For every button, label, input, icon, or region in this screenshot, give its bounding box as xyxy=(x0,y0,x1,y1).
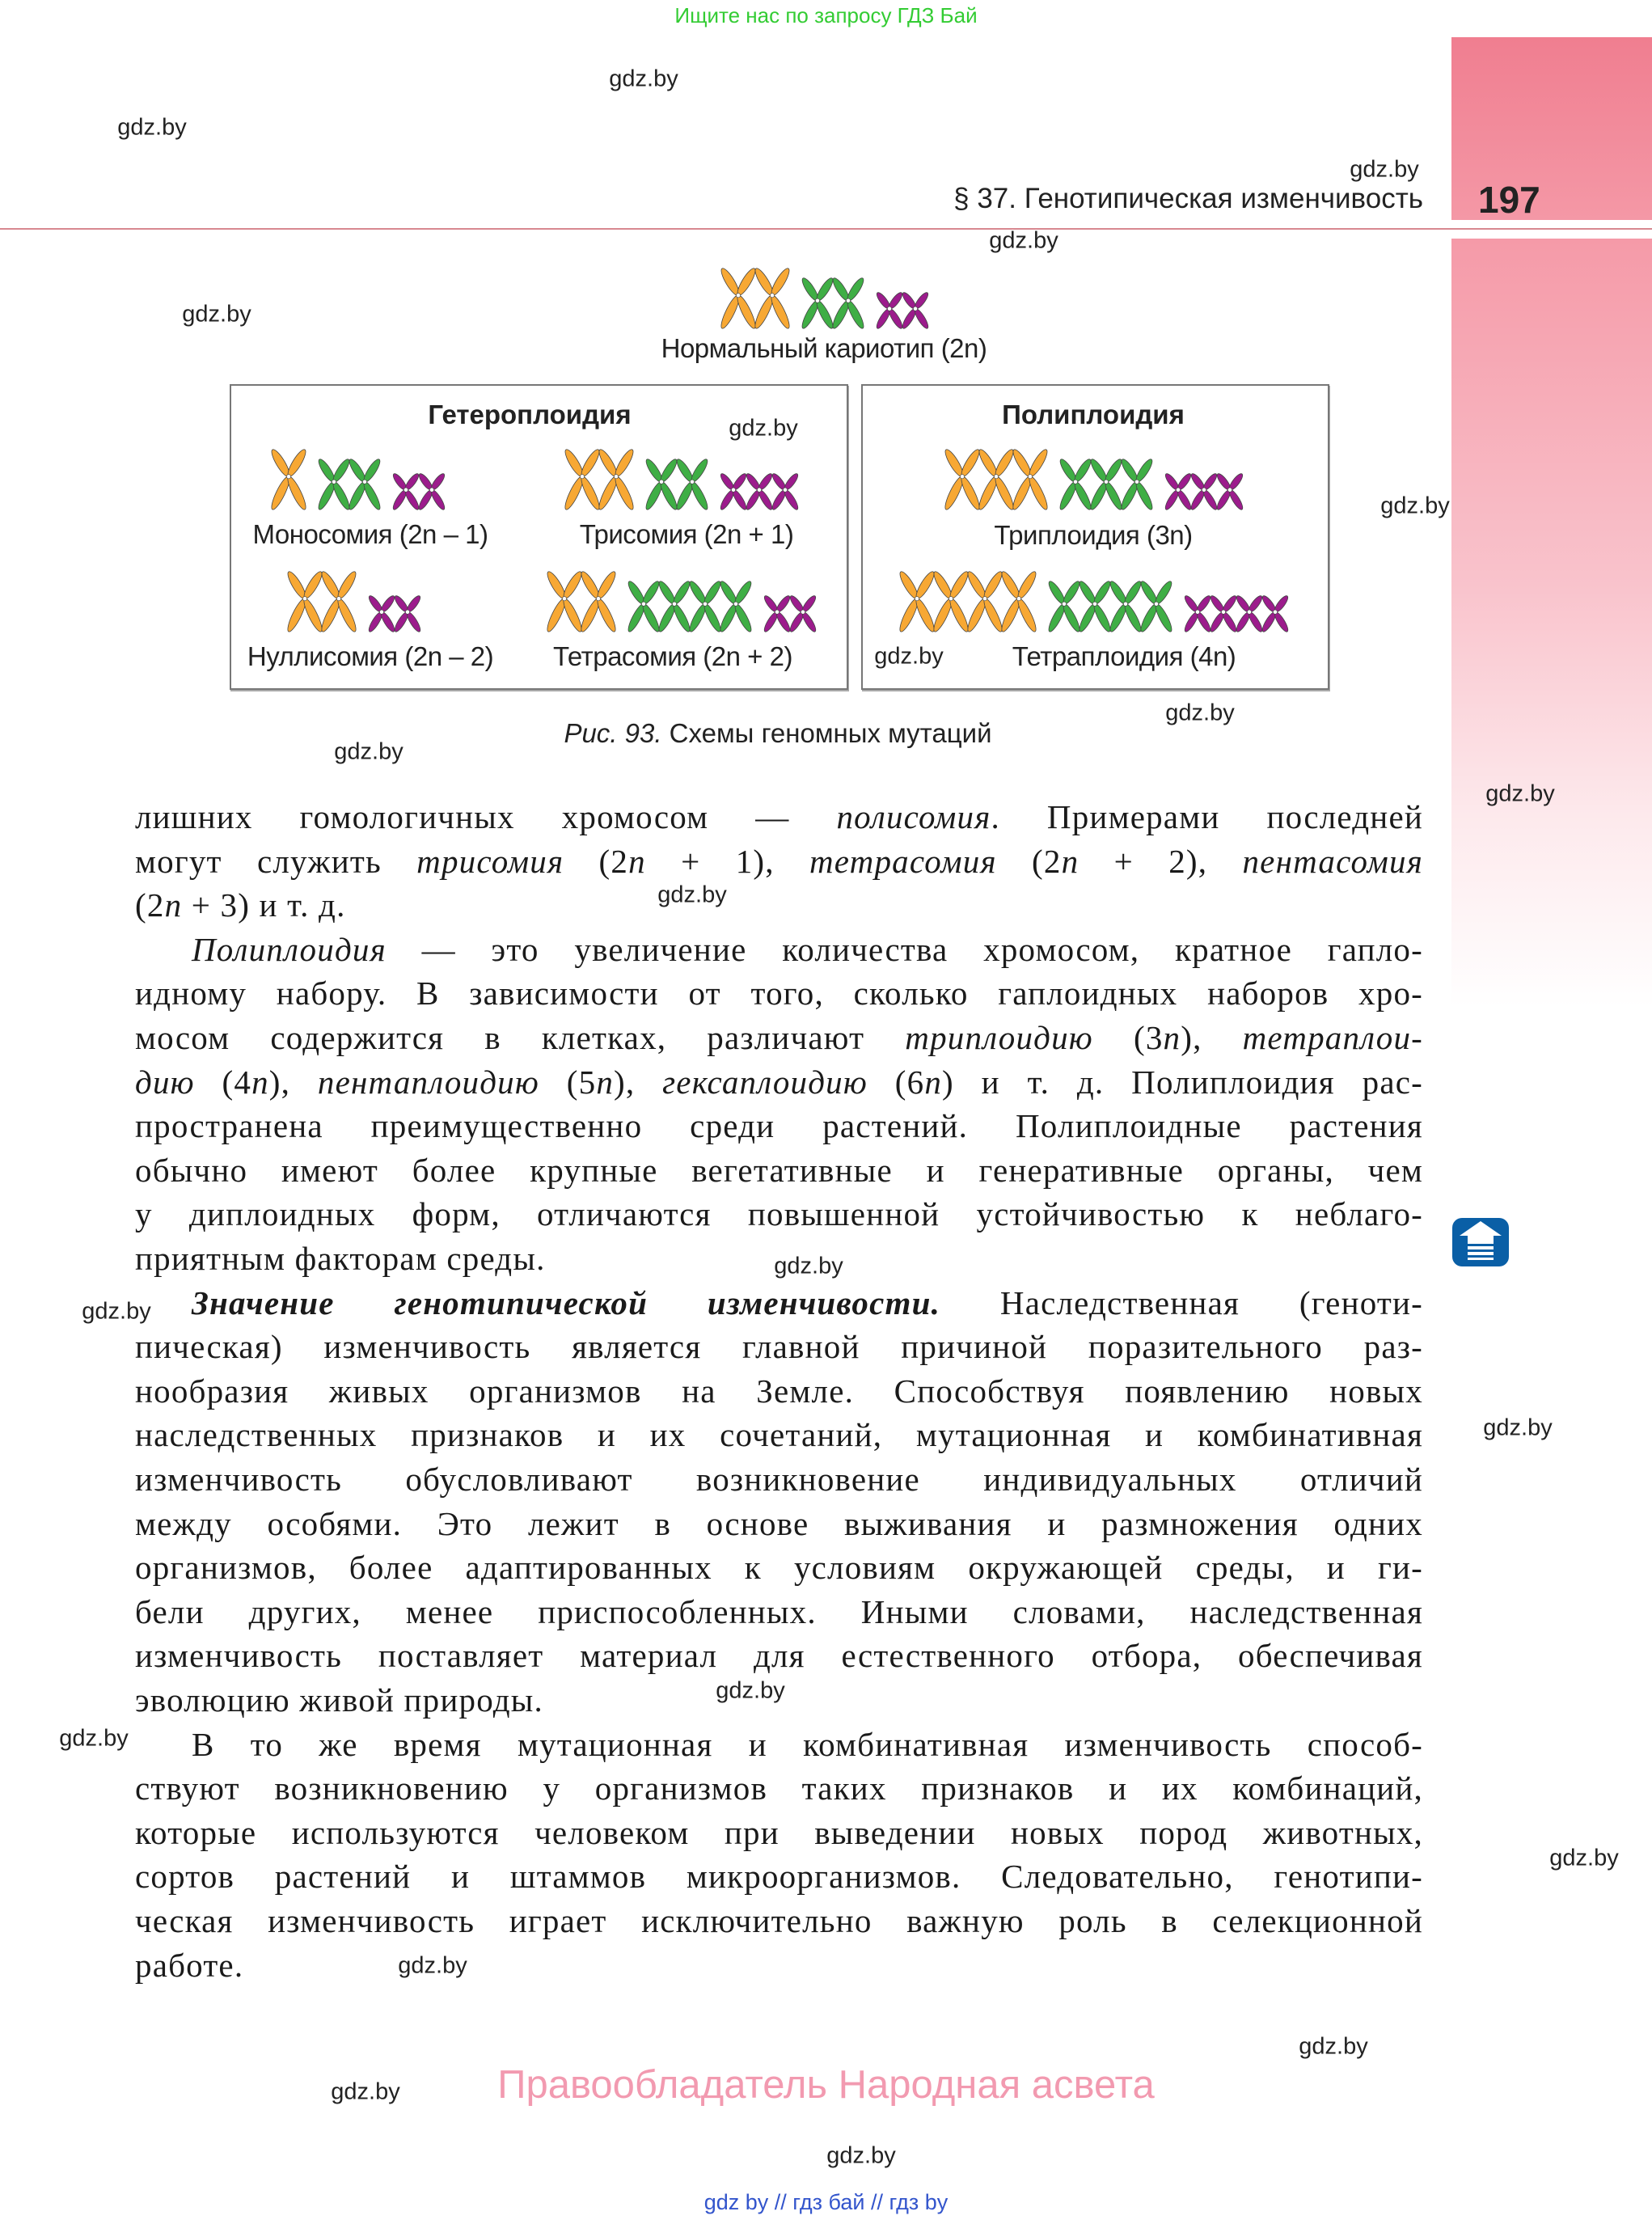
chromosome-purple xyxy=(1164,473,1192,510)
chromosome-group-orange xyxy=(899,571,1035,632)
text-line xyxy=(135,795,1423,839)
chromosome-group-green xyxy=(318,459,379,510)
chromosome-orange xyxy=(754,268,790,329)
chromosome-orange xyxy=(564,449,600,510)
text-line xyxy=(135,1766,1423,1811)
watermark: gdz.by xyxy=(1299,2033,1368,2060)
italic-term: гексаплоидию xyxy=(662,1063,868,1101)
text-span: работе. xyxy=(135,1946,244,1984)
chromosome-group-orange xyxy=(944,449,1046,510)
chromosome-group-purple xyxy=(763,595,815,632)
text-span: мосом содержится в клетках, различают xyxy=(135,1019,906,1056)
chromosome-orange xyxy=(978,449,1014,510)
watermark: gdz.by xyxy=(82,1298,151,1325)
italic-term: тетраплои- xyxy=(1242,1019,1424,1056)
text-span: (5 xyxy=(539,1063,597,1101)
chromosome-group-orange xyxy=(271,449,305,510)
chromosome-orange xyxy=(547,571,582,632)
text-line xyxy=(135,971,1423,1016)
italic-term: n xyxy=(596,1063,615,1101)
text-span: обычно имеют более крупные вегетативные и генеративные органы, чем xyxy=(135,1151,1423,1189)
text-line xyxy=(135,1899,1423,1943)
watermark: gdz.by xyxy=(1165,700,1235,726)
chromosome-group-green xyxy=(627,581,750,632)
text-line xyxy=(135,839,1423,884)
text-line xyxy=(135,883,1423,928)
page-number: 197 xyxy=(1478,179,1540,221)
triploidy-chromosomes xyxy=(938,449,1249,510)
text-line xyxy=(135,1590,1423,1634)
text-span: ), xyxy=(1181,1019,1243,1056)
watermark: gdz.by xyxy=(1485,780,1555,807)
text-line xyxy=(135,1369,1423,1414)
chromosome-green xyxy=(349,459,381,510)
text-line xyxy=(135,1723,1423,1767)
text-line xyxy=(135,1325,1423,1369)
text-span: организмов, более адаптированных к условиям окружающей среды, и ги- xyxy=(135,1549,1423,1587)
watermark: gdz.by xyxy=(334,738,403,765)
chromosome-group-purple xyxy=(1164,473,1242,510)
text-line xyxy=(135,1854,1423,1899)
section-title: § 37. Генотипическая изменчивость xyxy=(953,183,1423,214)
italic-term: пентаплоидию xyxy=(317,1063,539,1101)
watermark: gdz.by xyxy=(331,2078,400,2105)
chromosome-purple xyxy=(1216,473,1244,510)
figure-number: Рис. 93. xyxy=(564,718,662,748)
text-span: изменчивость поставляет материал для естественного отбора, обеспечивая xyxy=(135,1637,1423,1675)
chromosome-orange xyxy=(720,268,756,329)
text-line xyxy=(135,1413,1423,1457)
text-span: (6 xyxy=(867,1063,925,1101)
normal-karyotype-label: Нормальный кариотип (2n) xyxy=(661,333,987,363)
chromosome-orange xyxy=(598,449,634,510)
chromosome-purple xyxy=(1210,595,1237,632)
text-span: Наследственная (геноти- xyxy=(940,1283,1423,1321)
chromosome-orange xyxy=(1012,449,1048,510)
chromosome-green xyxy=(627,581,660,632)
text-line xyxy=(135,1678,1423,1723)
watermark: gdz.by xyxy=(182,301,251,328)
text-line xyxy=(135,1811,1423,1855)
top-note: Ищите нас по запросу ГДЗ Бай xyxy=(674,3,978,27)
tetraploidy-chromosomes xyxy=(893,571,1294,632)
chromosome-purple xyxy=(789,595,817,632)
text-span: лишних гомологичных хромосом — xyxy=(135,798,837,835)
up-arrow-icon[interactable] xyxy=(1451,1213,1510,1271)
chromosome-purple xyxy=(876,292,903,329)
watermark: gdz.by xyxy=(989,227,1058,254)
text-line xyxy=(135,1545,1423,1590)
chromosome-green xyxy=(1079,581,1111,632)
normal-karyotype-chromosomes xyxy=(714,268,934,329)
watermark: gdz.by xyxy=(117,114,187,141)
italic-term: триплоидию xyxy=(905,1019,1093,1056)
text-span: ствуют возникновению у организмов таких признаков и их комбинаций, xyxy=(135,1769,1423,1808)
italic-term: полисомия xyxy=(836,798,991,835)
polyploidy-title: Полиплоидия xyxy=(1002,400,1185,429)
text-line xyxy=(135,1192,1423,1237)
watermark: gdz.by xyxy=(729,415,798,442)
chromosome-orange xyxy=(933,571,969,632)
chromosome-green xyxy=(832,277,864,329)
text-span: идному набору. В зависимости от того, сколько гаплоидных наборов хро- xyxy=(135,975,1423,1013)
page-margin-gradient xyxy=(1451,239,1652,1007)
italic-term: n xyxy=(924,1063,943,1101)
chromosome-green xyxy=(1090,459,1122,510)
trisomy-label: Трисомия (2n + 1) xyxy=(579,519,794,549)
chromosome-green xyxy=(720,581,752,632)
text-line xyxy=(135,1104,1423,1148)
chromosome-green xyxy=(689,581,721,632)
chromosome-orange xyxy=(581,571,616,632)
watermark: gdz.by xyxy=(774,1253,843,1279)
text-span: . Примерами последней xyxy=(991,798,1423,835)
text-span: (2 xyxy=(135,886,165,924)
text-span: ), xyxy=(614,1063,663,1101)
text-span: ), xyxy=(268,1063,318,1101)
text-span: + 1), xyxy=(645,842,809,880)
watermark: gdz.by xyxy=(1549,1845,1619,1871)
watermark: gdz.by xyxy=(1483,1414,1553,1441)
chromosome-purple xyxy=(720,473,747,510)
chromosome-orange xyxy=(1001,571,1037,632)
italic-term: Полиплоидия xyxy=(192,930,387,968)
italic-term: n xyxy=(1163,1019,1181,1056)
chromosome-purple xyxy=(1190,473,1218,510)
text-line xyxy=(135,1237,1423,1281)
text-span: которые используются человеком при выведении новых пород животных, xyxy=(135,1813,1423,1851)
chromosome-green xyxy=(676,459,708,510)
chromosome-green xyxy=(801,277,834,329)
italic-term: n xyxy=(164,886,183,924)
watermark: gdz.by xyxy=(874,643,944,670)
text-span: у диплоидных форм, отличаются повышенной устойчивостью к неблаго- xyxy=(135,1195,1423,1233)
chromosome-purple xyxy=(392,473,420,510)
monosomy-chromosomes xyxy=(264,449,450,510)
text-span: бели других, менее приспособленных. Иными словами, наследственная xyxy=(135,1592,1423,1630)
chromosome-purple xyxy=(771,473,799,510)
header-divider xyxy=(0,228,1652,230)
text-span: между особями. Это лежит в основе выживания и размножения одних xyxy=(135,1504,1423,1542)
tetrasomy-label: Тетрасомия (2n + 2) xyxy=(553,641,792,671)
watermark: gdz.by xyxy=(59,1725,129,1752)
chromosome-group-orange xyxy=(287,571,355,632)
watermark: gdz.by xyxy=(826,2142,896,2169)
chromosome-group-purple xyxy=(392,473,444,510)
text-span: (4 xyxy=(194,1063,252,1101)
text-span: + 3) и т. д. xyxy=(182,886,346,924)
chromosome-purple xyxy=(746,473,773,510)
chromosome-group-green xyxy=(1048,581,1171,632)
copyright-owner: Правообладатель Народная асвета xyxy=(497,2063,1155,2107)
tetrasomy-chromosomes xyxy=(540,571,822,632)
text-span: приятным факторам среды. xyxy=(135,1240,546,1277)
chromosome-group-orange xyxy=(547,571,615,632)
watermark: gdz.by xyxy=(609,66,678,92)
chromosome-group-orange xyxy=(564,449,632,510)
text-span: + 2), xyxy=(1079,842,1243,880)
chromosome-orange xyxy=(967,571,1003,632)
chromosome-orange xyxy=(899,571,935,632)
footer-links[interactable]: gdz by // гдз бай // гдз by xyxy=(703,2190,949,2214)
text-span: ческая изменчивость играет исключительно важную роль в селекционной xyxy=(135,1902,1423,1939)
italic-term: трисомия xyxy=(416,842,564,880)
text-span: эволюцию живой природы. xyxy=(135,1681,543,1719)
chromosome-green xyxy=(645,459,678,510)
chromosome-purple xyxy=(1184,595,1211,632)
text-span: нообразия живых организмов на Земле. Способствуя появлению новых xyxy=(135,1372,1423,1410)
chromosome-green xyxy=(318,459,350,510)
chromosome-green xyxy=(1109,581,1142,632)
figure-caption-text: Схемы геномных мутаций xyxy=(661,718,992,748)
watermark: gdz.by xyxy=(716,1677,785,1704)
chromosome-group-green xyxy=(1059,459,1151,510)
italic-term: n xyxy=(628,842,646,880)
chromosome-orange xyxy=(271,449,306,510)
text-span: изменчивость обусловливают возникновение индивидуальных отличий xyxy=(135,1461,1423,1498)
text-line xyxy=(135,1016,1423,1060)
watermark: gdz.by xyxy=(1380,493,1450,519)
chromosome-purple xyxy=(1236,595,1263,632)
chromosome-green xyxy=(1121,459,1153,510)
text-line xyxy=(135,1634,1423,1678)
chromosome-green xyxy=(658,581,691,632)
chromosome-group-purple xyxy=(1184,595,1287,632)
text-line xyxy=(135,1148,1423,1193)
chromosome-orange xyxy=(321,571,357,632)
chromosome-group-green xyxy=(801,277,863,329)
text-span: ) и т. д. Полиплоидия рас- xyxy=(942,1063,1423,1101)
chromosome-orange xyxy=(287,571,323,632)
chromosome-green xyxy=(1048,581,1080,632)
nullisomy-chromosomes xyxy=(281,571,426,632)
chromosome-orange xyxy=(944,449,980,510)
text-span: — это увеличение количества хромосом, кратное гапло- xyxy=(386,930,1423,968)
figure-caption xyxy=(0,718,1556,749)
chromosome-purple xyxy=(394,595,421,632)
text-line xyxy=(135,1060,1423,1105)
text-span: (3 xyxy=(1092,1019,1164,1056)
triploidy-label: Триплоидия (3n) xyxy=(994,520,1193,550)
watermark: gdz.by xyxy=(1350,156,1419,183)
chromosome-group-purple xyxy=(720,473,797,510)
chromosome-green xyxy=(1140,581,1172,632)
text-span: (2 xyxy=(996,842,1062,880)
chromosome-purple xyxy=(418,473,446,510)
chromosome-group-green xyxy=(645,459,707,510)
text-span: могут служить xyxy=(135,842,417,880)
tetraploidy-label: Тетраплоидия (4n) xyxy=(1012,641,1236,671)
italic-term: n xyxy=(251,1063,269,1101)
watermark: gdz.by xyxy=(398,1952,467,1979)
trisomy-chromosomes xyxy=(558,449,804,510)
text-span: наследственных признаков и их сочетаний, мутационная и комбинативная xyxy=(135,1416,1423,1454)
chromosome-purple xyxy=(763,595,791,632)
chromosome-purple xyxy=(368,595,395,632)
text-line xyxy=(135,1502,1423,1546)
text-line xyxy=(135,1457,1423,1502)
nullisomy-label: Нуллисомия (2n – 2) xyxy=(247,641,494,671)
italic-term: n xyxy=(1061,842,1080,880)
italic-term: дию xyxy=(135,1063,195,1101)
italic-term: тетрасомия xyxy=(809,842,997,880)
chromosome-group-purple xyxy=(876,292,927,329)
text-span: пространена преимущественно среди растений. Полиплоидные растения xyxy=(135,1107,1423,1145)
text-span: (2 xyxy=(564,842,629,880)
watermark: gdz.by xyxy=(657,882,727,908)
text-line xyxy=(135,1281,1423,1326)
text-span: В то же время мутационная и комбинативная изменчивость способ- xyxy=(192,1725,1423,1763)
chromosome-group-purple xyxy=(368,595,420,632)
chromosome-purple xyxy=(1261,595,1289,632)
text-line xyxy=(135,1943,1423,1988)
chromosome-purple xyxy=(902,292,929,329)
chromosome-group-orange xyxy=(720,268,788,329)
bold-term: Значение генотипической изменчивости. xyxy=(192,1283,941,1321)
monosomy-label: Моносомия (2n – 1) xyxy=(252,519,488,549)
text-span: сортов растений и штаммов микроорганизмов. Следовательно, генотипи- xyxy=(135,1858,1423,1896)
heteroploidy-title: Гетероплоидия xyxy=(428,400,632,429)
text-span: пическая) изменчивость является главной причиной поразительного раз- xyxy=(135,1328,1423,1366)
chromosome-green xyxy=(1059,459,1092,510)
italic-term: пентасомия xyxy=(1242,842,1423,880)
text-line xyxy=(135,928,1423,972)
